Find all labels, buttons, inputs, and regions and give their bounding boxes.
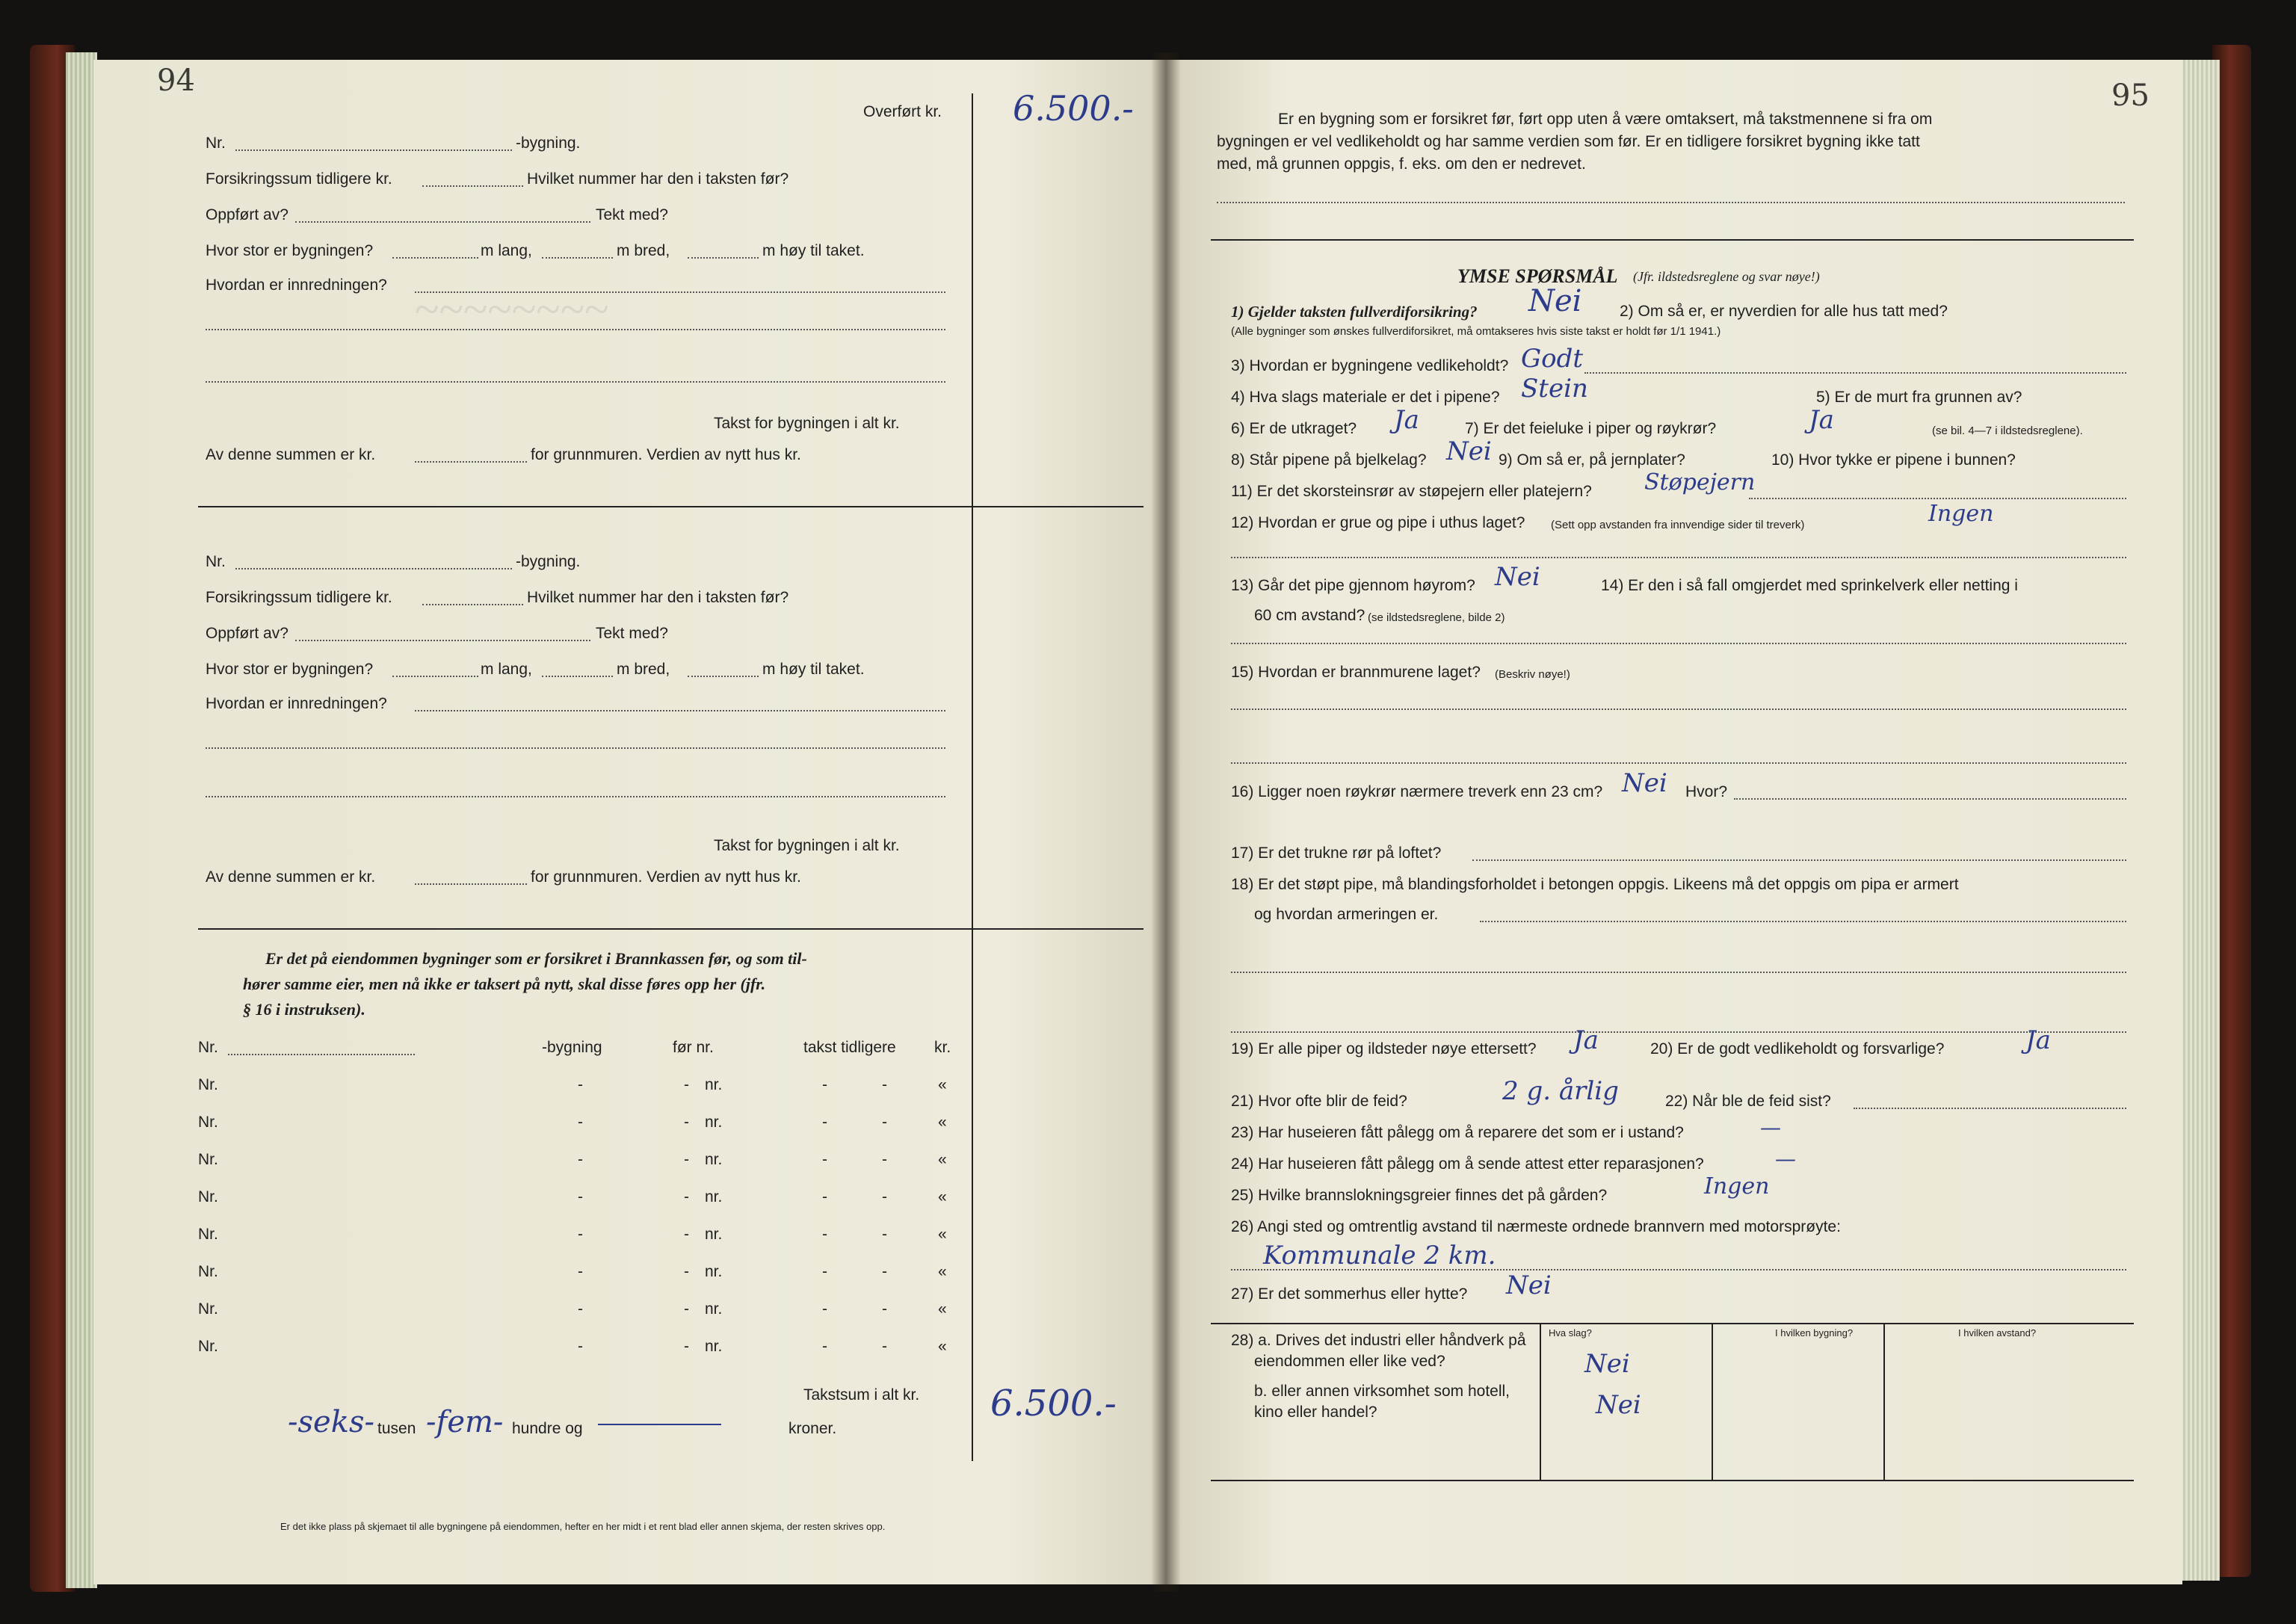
answer-12-handwriting: Ingen <box>1928 501 1994 527</box>
question-19: 19) Er alle piper og ildsteder nøye ettersett? <box>1231 1040 1537 1058</box>
right-page <box>1166 60 2182 1584</box>
row-dash: - <box>882 1114 887 1131</box>
fill-line <box>228 1054 415 1055</box>
question-28a: 28) a. Drives det industri eller håndverk på <box>1231 1332 1526 1349</box>
row-ditto: « <box>938 1338 947 1355</box>
question-13: 13) Går det pipe gjennom høyrom? <box>1231 577 1475 594</box>
question-27: 27) Er det sommerhus eller hytte? <box>1231 1285 1468 1303</box>
section-heading: YMSE SPØRSMÅL <box>1457 265 1618 287</box>
row-nr: Nr. <box>198 1338 218 1355</box>
table-header-kr: kr. <box>934 1039 951 1056</box>
table-row <box>93 1188 1140 1211</box>
question-8: 8) Står pipene på bjelkelag? <box>1231 451 1427 469</box>
fill-line <box>688 257 759 259</box>
innredning-label: Hvordan er innredningen? <box>206 277 387 294</box>
row-ditto: « <box>938 1076 947 1093</box>
fill-line <box>1231 972 2126 973</box>
fill-line <box>1231 1031 2126 1033</box>
row-ditto: « <box>938 1188 947 1205</box>
m-hoy-label: m høy til taket. <box>762 661 865 678</box>
question-21: 21) Hvor ofte blir de feid? <box>1231 1093 1407 1110</box>
row-dash: - <box>684 1300 689 1318</box>
tusen-label: tusen <box>377 1420 416 1437</box>
column-i-hvilken-avstand: I hvilken avstand? <box>1958 1327 2037 1339</box>
row-dash: - <box>822 1263 827 1280</box>
table-header-nr: Nr. <box>198 1039 218 1056</box>
fill-line <box>1749 498 2126 499</box>
row-dash: - <box>578 1338 583 1355</box>
hvilket-label: Hvilket nummer har den i taksten før? <box>527 170 789 188</box>
av-denne-label: Av denne summen er kr. <box>206 446 376 463</box>
table-row <box>93 1300 1140 1323</box>
bygning-label: -bygning. <box>516 553 581 570</box>
question-16: 16) Ligger noen røykrør nærmere treverk enn 23 cm? <box>1231 783 1603 800</box>
takstsum-label: Takstsum i alt kr. <box>803 1386 920 1404</box>
question-28a-cont: eiendommen eller like ved? <box>1254 1353 1445 1370</box>
fill-line <box>1854 1108 2126 1109</box>
row-nr: Nr. <box>198 1076 218 1093</box>
row-dash: - <box>578 1226 583 1243</box>
page-edges-left <box>66 52 97 1588</box>
left-page <box>93 60 1166 1584</box>
intro-line: med, må grunnen oppgis, f. eks. om den er nedrevet. <box>1217 155 1586 173</box>
nr-label: Nr. <box>206 553 226 570</box>
answer-20-handwriting: Ja <box>2025 1025 2051 1055</box>
question-2: 2) Om så er, er nyverdien for alle hus tatt med? <box>1620 303 1948 320</box>
table-header-for-nr: før nr. <box>673 1039 714 1056</box>
m-bred-label: m bred, <box>617 661 670 678</box>
question-20: 20) Er de godt vedlikeholdt og forsvarlige? <box>1650 1040 1945 1058</box>
m-lang-label: m lang, <box>481 661 532 678</box>
question-15: 15) Hvordan er brannmurene laget? <box>1231 664 1481 681</box>
note-line: hører samme eier, men nå ikke er taksert på nytt, skal disse føres opp her (jfr. <box>243 975 766 993</box>
row-dash: - <box>578 1076 583 1093</box>
innredning-label: Hvordan er innredningen? <box>206 695 387 712</box>
tekt-label: Tekt med? <box>596 625 668 642</box>
fill-line <box>1231 762 2126 764</box>
fill-line <box>295 221 590 223</box>
answer-23-handwriting: — <box>1760 1115 1781 1140</box>
row-dash: - <box>684 1338 689 1355</box>
takst-label: Takst for bygningen i alt kr. <box>714 837 900 854</box>
table-row <box>93 1226 1140 1248</box>
row-dash: - <box>822 1188 827 1205</box>
question-25: 25) Hvilke brannslokningsgreier finnes det på gården? <box>1231 1187 1608 1204</box>
row-nr-label: nr. <box>705 1114 723 1131</box>
row-dash: - <box>578 1263 583 1280</box>
overfort-amount-handwriting: 6.500.- <box>1013 88 1134 129</box>
question-18-cont: og hvordan armeringen er. <box>1254 906 1439 923</box>
fill-line <box>1734 798 2126 800</box>
row-ditto: « <box>938 1263 947 1280</box>
column-i-hvilken-bygning: I hvilken bygning? <box>1775 1327 1854 1339</box>
section-heading-note: (Jfr. ildstedsreglene og svar nøye!) <box>1633 269 1820 284</box>
row-dash: - <box>578 1300 583 1318</box>
hundre-handwriting: -fem- <box>426 1405 504 1439</box>
question-22: 22) Når ble de feid sist? <box>1665 1093 1831 1110</box>
answer-25-handwriting: Ingen <box>1704 1173 1770 1200</box>
row-dash: - <box>578 1151 583 1168</box>
hvor-stor-label: Hvor stor er bygningen? <box>206 242 374 259</box>
table-row <box>93 1151 1140 1173</box>
answer-19-handwriting: Ja <box>1573 1025 1599 1055</box>
row-nr: Nr. <box>198 1114 218 1131</box>
row-dash: - <box>684 1114 689 1131</box>
amount-column-divider <box>972 93 973 1461</box>
row-ditto: « <box>938 1300 947 1318</box>
m-bred-label: m bred, <box>617 242 670 259</box>
question-1-note: (Alle bygninger som ønskes fullverdiforsikret, må omtakseres hvis siste takst er holdt før 1/1 1941.) <box>1231 325 1721 338</box>
row-ditto: « <box>938 1151 947 1168</box>
page-number: 94 <box>157 64 195 98</box>
answer-1-handwriting: Nei <box>1528 284 1582 318</box>
page-number: 95 <box>2111 78 2150 113</box>
fill-line <box>206 747 945 749</box>
row-nr-label: nr. <box>705 1338 723 1355</box>
row-dash: - <box>882 1226 887 1243</box>
question-12: 12) Hvordan er grue og pipe i uthus laget? <box>1231 514 1525 531</box>
question-9: 9) Om så er, på jernplater? <box>1499 451 1685 469</box>
row-dash: - <box>578 1114 583 1131</box>
answer-28b-handwriting: Nei <box>1596 1390 1641 1420</box>
column-hva-slag: Hva slag? <box>1549 1327 1592 1339</box>
forsikring-label: Forsikringssum tidligere kr. <box>206 589 392 606</box>
kroner-label: kroner. <box>789 1420 837 1437</box>
fill-line <box>415 710 945 711</box>
section-divider <box>198 506 1144 507</box>
question-14-cont: 60 cm avstand? <box>1254 607 1365 624</box>
forsikring-label: Forsikringssum tidligere kr. <box>206 170 392 188</box>
fill-line <box>1231 1269 2126 1271</box>
row-nr: Nr. <box>198 1226 218 1243</box>
question-17: 17) Er det trukne rør på loftet? <box>1231 845 1442 862</box>
question-1: 1) Gjelder taksten fullverdiforsikring? <box>1231 303 1478 321</box>
intro-line: bygningen er vel vedlikeholdt og har samme verdien som før. Er en tidligere forsikret bygning ikke tatt <box>1217 133 1920 150</box>
answer-7-handwriting: Ja <box>1809 405 1834 435</box>
section-divider <box>1211 239 2134 241</box>
row-dash: - <box>822 1114 827 1131</box>
row-ditto: « <box>938 1226 947 1243</box>
row-ditto: « <box>938 1114 947 1131</box>
fill-line <box>542 676 613 677</box>
table-row <box>93 1263 1140 1285</box>
row-nr: Nr. <box>198 1151 218 1168</box>
book-gutter <box>1151 52 1181 1592</box>
fill-line <box>422 604 523 605</box>
fill-line <box>235 568 512 569</box>
hvor-stor-label: Hvor stor er bygningen? <box>206 661 374 678</box>
fill-line <box>1231 708 2126 710</box>
answer-8-handwriting: Nei <box>1446 436 1492 466</box>
fill-line <box>206 329 945 330</box>
question-15-note: (Beskriv nøye!) <box>1495 668 1570 681</box>
answer-13-handwriting: Nei <box>1495 562 1540 592</box>
fill-line <box>1472 859 2126 861</box>
fill-line <box>415 291 945 293</box>
answer-24-handwriting: — <box>1775 1146 1796 1171</box>
row-dash: - <box>822 1226 827 1243</box>
question-18: 18) Er det støpt pipe, må blandingsforholdet i betongen oppgis. Likeens må det oppgis om pipa er armert <box>1231 876 1959 893</box>
av-denne-label: Av denne summen er kr. <box>206 868 376 886</box>
fill-line <box>415 461 527 463</box>
intro-line: Er en bygning som er forsikret før, ført opp uten å være omtaksert, må takstmennene si fra om <box>1278 111 1933 128</box>
row-nr-label: nr. <box>705 1300 723 1318</box>
question-7-note: (se bil. 4—7 i ildstedsreglene). <box>1932 424 2083 437</box>
fill-line <box>688 676 759 677</box>
fill-line <box>1217 202 2125 203</box>
footer-note: Er det ikke plass på skjemaet til alle bygningene på eiendommen, hefter en her midt i et rent blad eller annen skjema, der resten skrives opp. <box>280 1521 886 1532</box>
bygning-label: -bygning. <box>516 135 581 152</box>
fill-line <box>392 257 478 259</box>
row-dash: - <box>684 1263 689 1280</box>
answer-27-handwriting: Nei <box>1506 1271 1552 1300</box>
question-14: 14) Er den i så fall omgjerdet med sprinkelverk eller netting i <box>1601 577 2018 594</box>
overfort-label: Overført kr. <box>863 103 942 120</box>
row-dash: - <box>822 1338 827 1355</box>
m-hoy-label: m høy til taket. <box>762 242 865 259</box>
row-dash: - <box>578 1188 583 1205</box>
note-line: Er det på eiendommen bygninger som er forsikret i Brannkassen før, og som til- <box>265 949 807 968</box>
row-dash: - <box>882 1300 887 1318</box>
page-edges-right <box>2179 60 2220 1581</box>
table-row <box>93 1338 1140 1360</box>
table-col-divider <box>1712 1323 1713 1481</box>
table-col-divider <box>1883 1323 1885 1481</box>
fill-line <box>1584 372 2126 374</box>
row-dash: - <box>822 1300 827 1318</box>
takstsum-amount-handwriting: 6.500.- <box>990 1383 1117 1424</box>
fill-line <box>422 185 523 187</box>
row-dash: - <box>882 1338 887 1355</box>
answer-3-handwriting: Godt <box>1521 344 1584 374</box>
row-dash: - <box>822 1076 827 1093</box>
table-col-divider <box>1540 1323 1541 1481</box>
question-6: 6) Er de utkraget? <box>1231 420 1357 437</box>
fill-line <box>235 149 512 151</box>
question-7: 7) Er det feieluke i piper og røykrør? <box>1465 420 1717 437</box>
section-divider <box>198 928 1144 930</box>
row-dash: - <box>882 1076 887 1093</box>
fill-line <box>542 257 613 259</box>
oppfort-label: Oppført av? <box>206 206 288 223</box>
question-26: 26) Angi sted og omtrentlig avstand til nærmeste ordnede brannvern med motorsprøyte: <box>1231 1218 1841 1235</box>
question-12-note: (Sett opp avstanden fra innvendige sider til treverk) <box>1551 519 1805 531</box>
note-line: § 16 i instruksen). <box>243 1000 365 1019</box>
answer-26-handwriting: Kommunale 2 km. <box>1263 1241 1496 1271</box>
fill-line <box>1231 557 2126 558</box>
table-header-bygning: -bygning <box>542 1039 602 1056</box>
fill-line <box>392 676 478 677</box>
takst-label: Takst for bygningen i alt kr. <box>714 415 900 432</box>
fill-line <box>295 640 590 641</box>
question-14-note: (se ildstedsreglene, bilde 2) <box>1368 611 1505 624</box>
fill-line <box>206 796 945 797</box>
row-dash: - <box>882 1151 887 1168</box>
row-nr-label: nr. <box>705 1226 723 1243</box>
question-16-hvor: Hvor? <box>1685 783 1728 800</box>
row-nr-label: nr. <box>705 1263 723 1280</box>
question-3: 3) Hvordan er bygningene vedlikeholdt? <box>1231 357 1509 374</box>
row-dash: - <box>684 1188 689 1205</box>
hundre-label: hundre og <box>512 1420 583 1437</box>
question-11: 11) Er det skorsteinsrør av støpejern eller platejern? <box>1231 483 1592 500</box>
answer-28a-handwriting: Nei <box>1584 1349 1630 1379</box>
table-row <box>93 1114 1140 1136</box>
row-dash: - <box>684 1076 689 1093</box>
row-nr-label: nr. <box>705 1076 723 1093</box>
row-dash: - <box>684 1226 689 1243</box>
table-header-takst: takst tidligere <box>803 1039 896 1056</box>
handwritten-dash <box>598 1424 721 1425</box>
grunnmur-label: for grunnmuren. Verdien av nytt hus kr. <box>531 868 801 886</box>
table-row <box>93 1076 1140 1099</box>
question-28b-cont: kino eller handel? <box>1254 1404 1377 1421</box>
row-dash: - <box>882 1263 887 1280</box>
hvilket-label: Hvilket nummer har den i taksten før? <box>527 589 789 606</box>
answer-11-handwriting: Støpejern <box>1644 469 1756 495</box>
row-dash: - <box>684 1151 689 1168</box>
tekt-label: Tekt med? <box>596 206 668 223</box>
answer-16-handwriting: Nei <box>1622 768 1667 798</box>
nr-label: Nr. <box>206 135 226 152</box>
bleed-through: ~~~~~~~~ <box>415 285 609 334</box>
row-nr: Nr. <box>198 1300 218 1318</box>
fill-line <box>1231 643 2126 644</box>
answer-4-handwriting: Stein <box>1521 374 1588 404</box>
question-10: 10) Hvor tykke er pipene i bunnen? <box>1771 451 2016 469</box>
fill-line <box>415 883 527 885</box>
question-23: 23) Har huseieren fått pålegg om å reparere det som er i ustand? <box>1231 1124 1684 1141</box>
row-dash: - <box>882 1188 887 1205</box>
row-nr: Nr. <box>198 1188 218 1205</box>
row-nr-label: nr. <box>705 1151 723 1168</box>
table-bottom-rule <box>1211 1480 2134 1481</box>
table-top-rule <box>1211 1323 2134 1324</box>
row-nr: Nr. <box>198 1263 218 1280</box>
answer-21-handwriting: 2 g. årlig <box>1502 1076 1619 1106</box>
question-28b: b. eller annen virksomhet som hotell, <box>1254 1383 1510 1400</box>
fill-line <box>206 381 945 383</box>
answer-6-handwriting: Ja <box>1394 405 1419 435</box>
tusen-handwriting: -seks- <box>288 1405 374 1439</box>
oppfort-label: Oppført av? <box>206 625 288 642</box>
row-nr-label: nr. <box>705 1188 723 1205</box>
row-dash: - <box>822 1151 827 1168</box>
fill-line <box>1480 921 2126 922</box>
question-24: 24) Har huseieren fått pålegg om å sende attest etter reparasjonen? <box>1231 1155 1704 1173</box>
question-5: 5) Er de murt fra grunnen av? <box>1816 389 2022 406</box>
question-4: 4) Hva slags materiale er det i pipene? <box>1231 389 1500 406</box>
grunnmur-label: for grunnmuren. Verdien av nytt hus kr. <box>531 446 801 463</box>
m-lang-label: m lang, <box>481 242 532 259</box>
